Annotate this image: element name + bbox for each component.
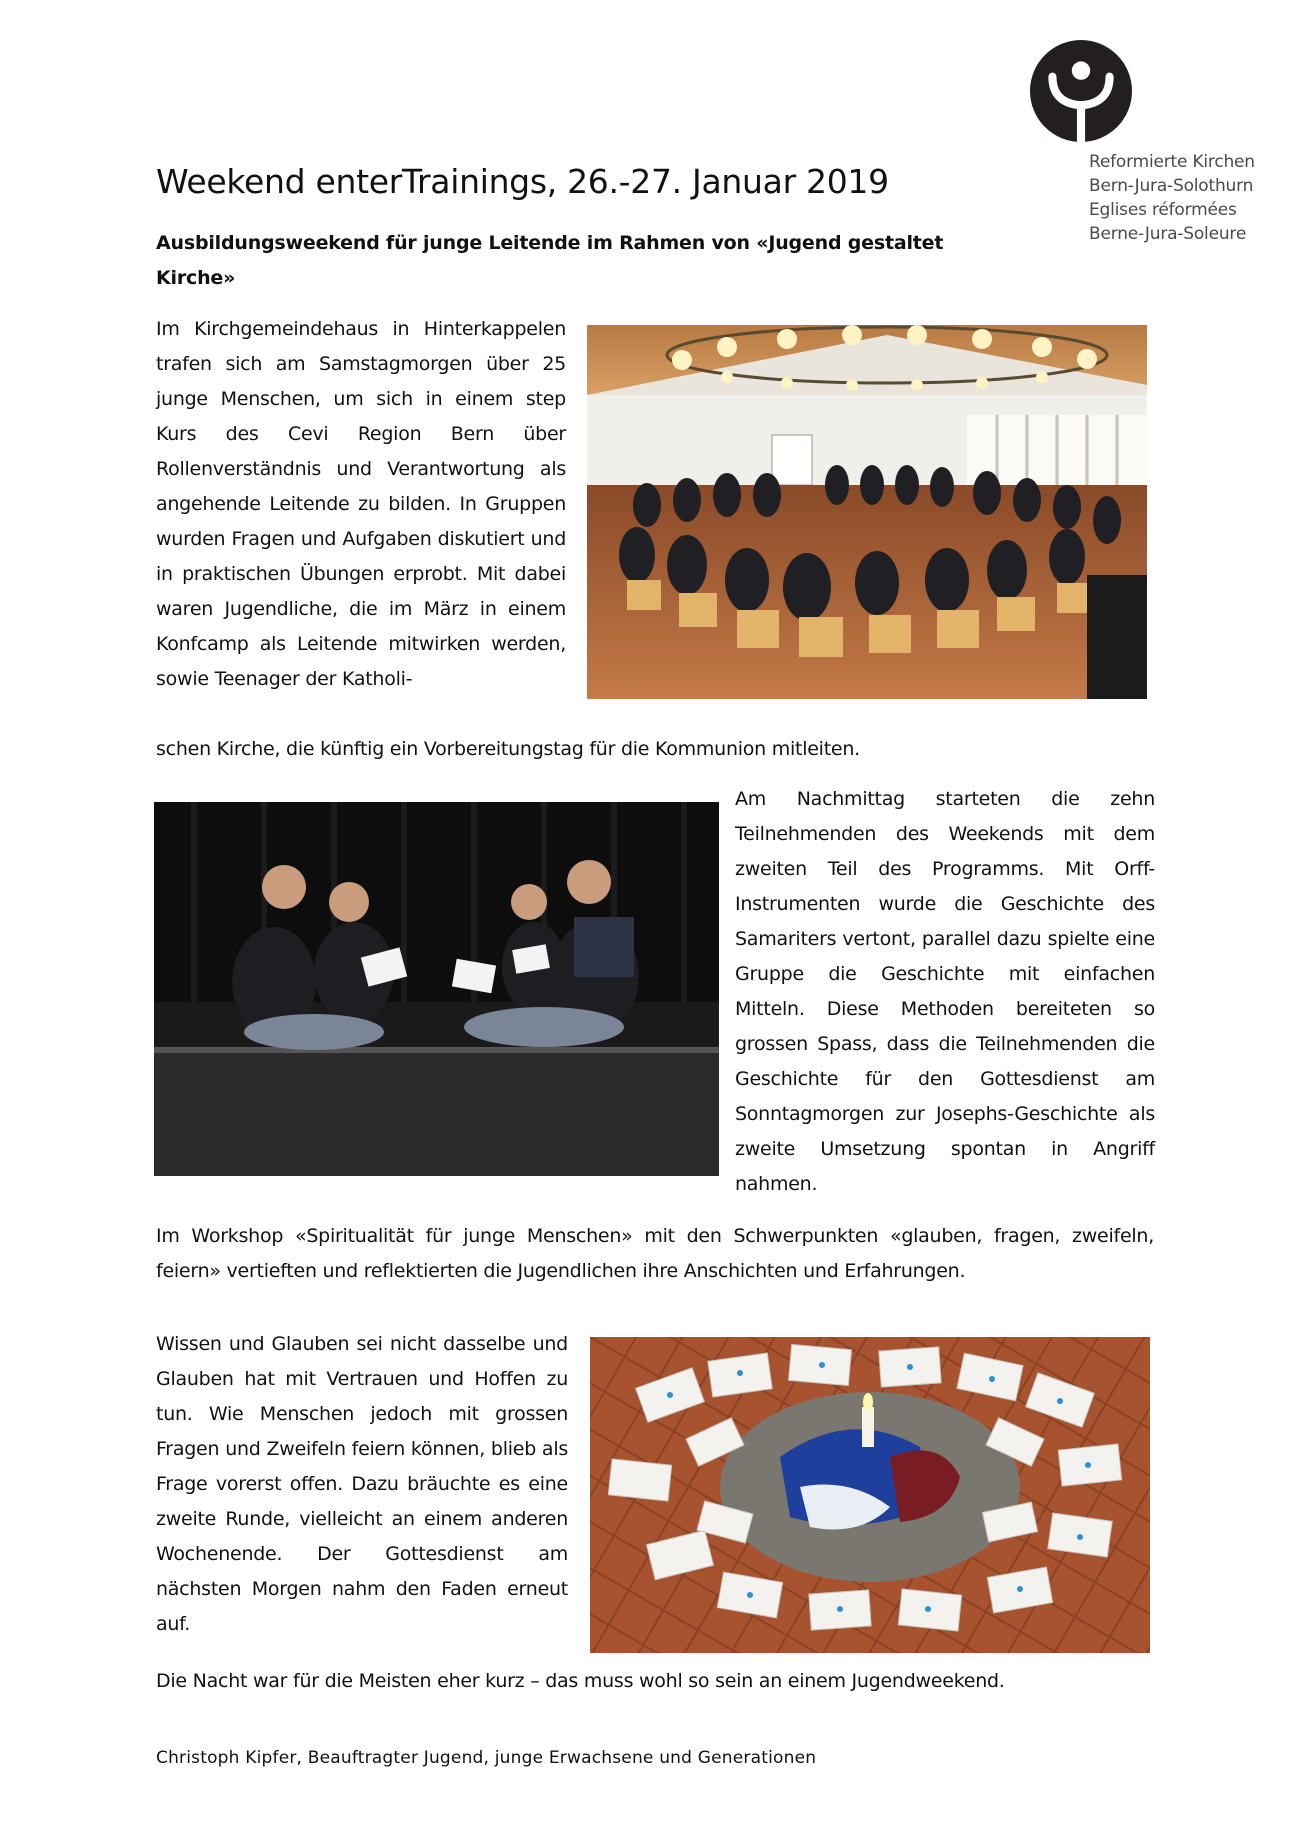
logo-line: Eglises réformées [1089, 200, 1237, 220]
author-signature: Christoph Kipfer, Beauftragter Jugend, junge Erwachsene und Generationen [156, 1748, 817, 1768]
photo-stage-group [154, 802, 719, 1176]
photo-seminar-room [587, 325, 1147, 699]
church-logo-icon [1030, 40, 1132, 142]
page-subtitle: Ausbildungsweekend für junge Leitende im Rahmen von «Jugend gestaltet Kirche» [156, 232, 944, 289]
paragraph-workshop: Im Workshop «Spiritualität für junge Menschen» mit den Schwerpunkten «glauben, fragen, zweifeln, feiern» vertieften und reflektierten die Jugendlichen ihre Anschichten und Erfahrungen. [156, 1225, 1154, 1282]
paragraph-faith: Wissen und Glauben sei nicht dasselbe und Glauben hat mit Vertrauen und Hoffen zu tun. Wie Menschen jedoch mit grossen Fragen und Zweifeln feiern können, blieb als Frage vorerst offen. Dazu bräuchte es eine zweite Runde, vielleicht an einem anderen Wochenende. Der Gottesdienst am nächsten Morgen nahm den Faden erneut auf. [156, 1333, 568, 1635]
paragraph-night: Die Nacht war für die Meisten eher kurz – das muss wohl so sein an einem Jugendweekend. [156, 1670, 1005, 1692]
logo-line: Reformierte Kirchen [1089, 152, 1255, 172]
paragraph-intro-tail: schen Kirche, die künftig ein Vorbereitungstag für die Kommunion mitleiten. [156, 738, 860, 760]
photo-cards-floor [590, 1337, 1150, 1653]
logo-line: Bern-Jura-Solothurn [1089, 176, 1254, 196]
logo-text [1089, 150, 1255, 246]
paragraph-intro: Im Kirchgemeindehaus in Hinterkappelen trafen sich am Samstagmorgen über 25 junge Menschen, um sich in einem step Kurs des Cevi Region Bern über Rollenverständnis und Verantwortung als angehende Leitende zu bilden. In Gruppen wurden Fragen und Aufgaben diskutiert und in praktischen Übungen erprobt. Mit dabei waren Jugendliche, die im März in einem Konfcamp als Leitende mitwirken werden, sowie Teenager der Katholi- [156, 318, 566, 690]
paragraph-afternoon: Am Nachmittag starteten die zehn Teilnehmenden des Weekends mit dem zweiten Teil des Programms. Mit Orff-Instrumenten wurde die Geschichte des Samariters vertont, parallel dazu spielte eine Gruppe die Geschichte mit einfachen Mitteln. Diese Methoden bereiteten so grossen Spass, dass die Teilnehmenden die Geschichte für den Gottesdienst am Sonntagmorgen zur Josephs-Geschichte als zweite Umsetzung spontan in Angriff nahmen. [735, 788, 1155, 1195]
logo-line: Berne-Jura-Soleure [1089, 224, 1247, 244]
page-title: Weekend enterTrainings, 26.-27. Januar 2019 [156, 162, 889, 201]
